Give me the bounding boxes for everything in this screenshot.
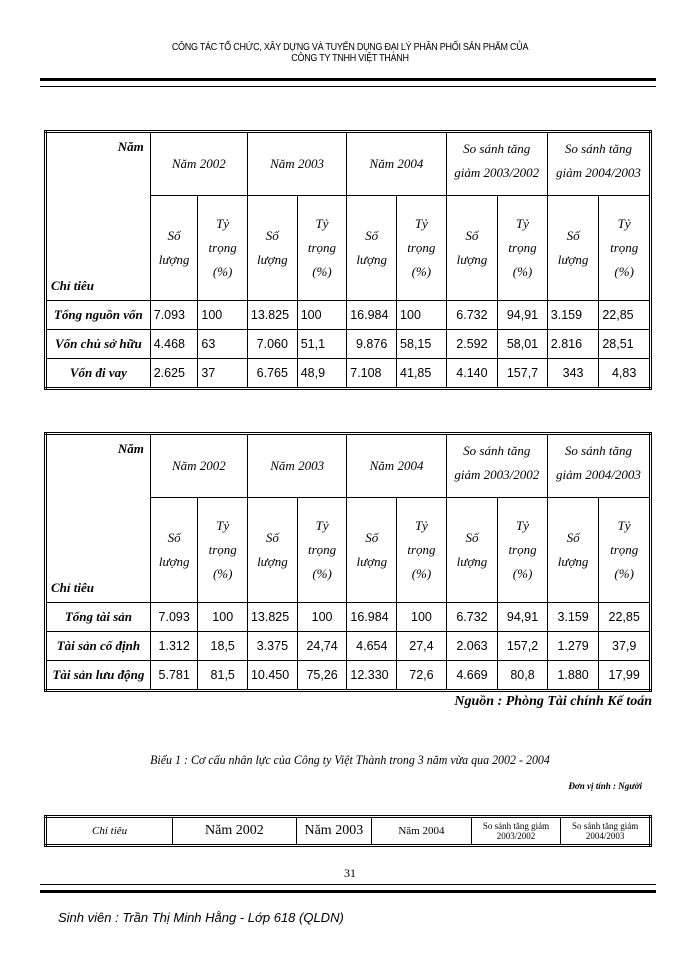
- cell: 6.732: [446, 603, 498, 632]
- cell: 4.654: [347, 632, 397, 661]
- sub-qty: Số: [365, 530, 379, 545]
- year-header: Năm 2003: [247, 132, 346, 196]
- sub-pct: trọng: [407, 542, 436, 557]
- sub-pct: Tỷ: [216, 518, 230, 533]
- cell: 81,5: [198, 661, 247, 691]
- cell: 4.468: [150, 330, 198, 359]
- sub-pct: Tỷ: [617, 216, 631, 231]
- cell: 16.984: [347, 603, 397, 632]
- cell: 13.825: [247, 603, 297, 632]
- cell: 157,7: [498, 359, 548, 389]
- compare-header: [446, 434, 547, 498]
- sub-pct: (%): [614, 264, 634, 279]
- sub-pct: trọng: [610, 542, 639, 557]
- sub-qty: Số: [566, 228, 580, 243]
- capital-table: [44, 130, 652, 390]
- year-header: Năm 2004: [347, 132, 446, 196]
- sub-qty: lượng: [456, 252, 488, 267]
- year-header: Năm 2002: [150, 132, 247, 196]
- sub-pct: Tỷ: [617, 518, 631, 533]
- cell: 9.876: [347, 330, 397, 359]
- sub-pct: (%): [212, 566, 233, 581]
- cell: 58,15: [397, 330, 447, 359]
- header-line-2: CÔNG TY TNHH VIỆT THÀNH: [291, 53, 409, 64]
- sub-pct: (%): [411, 264, 432, 279]
- sub-qty: Số: [167, 228, 181, 243]
- cell: 1.880: [547, 661, 599, 691]
- year-header: Năm 2003: [247, 434, 346, 498]
- sub-pct: (%): [212, 264, 233, 279]
- sub-qty: lượng: [456, 554, 488, 569]
- header-cell: Năm 2002: [173, 817, 296, 846]
- compare-line: So sánh tăng giảm: [572, 821, 639, 831]
- sub-qty: Số: [265, 530, 279, 545]
- cell: 4.669: [446, 661, 498, 691]
- table-row: [46, 330, 651, 359]
- cell: 94,91: [498, 301, 548, 330]
- cell: 94,91: [498, 603, 548, 632]
- header-cell: [561, 817, 651, 846]
- cell: 2.592: [446, 330, 498, 359]
- cell: 7.060: [247, 330, 297, 359]
- sub-qty: lượng: [557, 554, 589, 569]
- sub-pct: trọng: [308, 542, 337, 557]
- sub-pct: Tỷ: [315, 216, 329, 231]
- cell: 13.825: [247, 301, 297, 330]
- sub-pct: Tỷ: [315, 518, 329, 533]
- sub-qty: Số: [265, 228, 279, 243]
- row-label: Tổng tài sản: [46, 603, 151, 632]
- compare-line: giảm 2003/2002: [454, 467, 540, 482]
- cell: 24,74: [297, 632, 347, 661]
- corner-indicator-label: Chỉ tiêu: [51, 278, 94, 293]
- table-row: [46, 632, 651, 661]
- cell: 2.063: [446, 632, 498, 661]
- sub-pct: Tỷ: [516, 518, 530, 533]
- cell: 7.093: [150, 301, 198, 330]
- compare-line: giảm 2004/2003: [555, 467, 641, 482]
- row-label: Tài sản cố định: [46, 632, 151, 661]
- cell: 1.279: [547, 632, 599, 661]
- cell: 22,85: [599, 301, 651, 330]
- cell: 100: [297, 301, 347, 330]
- cell: 48,9: [297, 359, 347, 389]
- compare-header: [547, 434, 650, 498]
- sub-pct: trọng: [508, 542, 537, 557]
- table-corner: [46, 132, 151, 301]
- sub-pct: (%): [312, 264, 332, 279]
- cell: 17,99: [599, 661, 651, 691]
- cell: 41,85: [397, 359, 447, 389]
- cell: 2.625: [150, 359, 198, 389]
- sub-pct: (%): [411, 566, 432, 581]
- compare-line: So sánh tăng: [564, 443, 632, 458]
- cell: 63: [198, 330, 248, 359]
- sub-pct: trọng: [307, 240, 337, 255]
- sub-qty: Số: [465, 530, 479, 545]
- header-rule: [40, 78, 656, 87]
- header-cell: [471, 817, 561, 846]
- compare-line: 2004/2003: [585, 831, 625, 841]
- cell: 7.108: [347, 359, 397, 389]
- header-cell: Năm 2004: [372, 817, 471, 846]
- compare-line: giảm 2003/2002: [454, 165, 540, 180]
- cell: 22,85: [599, 603, 651, 632]
- cell: 5.781: [150, 661, 198, 691]
- compare-line: 2003/2002: [496, 831, 536, 841]
- cell: 28,51: [599, 330, 651, 359]
- cell: 7.093: [150, 603, 198, 632]
- cell: 51,1: [297, 330, 347, 359]
- header-line-1: CÔNG TÁC TỔ CHỨC, XÂY DỰNG VÀ TUYỂN DỤNG ĐẠI LÝ PHÂN PHỐI SẢN PHẨM CỦA: [171, 42, 529, 53]
- sub-qty: Số: [566, 530, 580, 545]
- assets-table: [44, 432, 652, 692]
- sub-pct: trọng: [208, 240, 237, 255]
- corner-year-label: Năm: [117, 441, 144, 456]
- sub-pct: Tỷ: [414, 518, 428, 533]
- cell: 3.159: [547, 301, 599, 330]
- compare-line: So sánh tăng: [463, 443, 531, 458]
- footer-rule: [40, 884, 656, 893]
- sub-qty: lượng: [356, 252, 387, 267]
- sub-qty: lượng: [158, 554, 190, 569]
- sub-pct: Tỷ: [414, 216, 428, 231]
- corner-indicator-label: Chỉ tiêu: [51, 580, 94, 595]
- year-header: Năm 2002: [150, 434, 247, 498]
- sub-pct: (%): [614, 566, 634, 581]
- cell: 157,2: [498, 632, 548, 661]
- cell: 10.450: [247, 661, 297, 691]
- page-header: [89, 42, 611, 64]
- cell: 37,9: [599, 632, 651, 661]
- cell: 27,4: [397, 632, 446, 661]
- sub-qty: Số: [167, 530, 181, 545]
- sub-pct: (%): [312, 566, 332, 581]
- cell: 75,26: [297, 661, 347, 691]
- cell: 100: [198, 301, 248, 330]
- sub-pct: trọng: [610, 240, 639, 255]
- table-row: [46, 603, 651, 632]
- cell: 18,5: [198, 632, 247, 661]
- table-row: [46, 301, 651, 330]
- cell: 37: [198, 359, 248, 389]
- row-label: Tài sản lưu động: [46, 661, 151, 691]
- sub-pct: Tỷ: [216, 216, 230, 231]
- sub-pct: (%): [512, 264, 533, 279]
- sub-pct: (%): [512, 566, 533, 581]
- cell: 100: [397, 603, 446, 632]
- cell: 3.375: [247, 632, 297, 661]
- sub-pct: trọng: [508, 240, 537, 255]
- sub-pct: trọng: [407, 240, 436, 255]
- cell: 2.816: [547, 330, 599, 359]
- corner-year-label: Năm: [117, 139, 144, 154]
- table-corner: [46, 434, 151, 603]
- compare-line: giảm 2004/2003: [555, 165, 641, 180]
- compare-header: [446, 132, 547, 196]
- sub-qty: lượng: [158, 252, 190, 267]
- compare-line: So sánh tăng: [564, 141, 632, 156]
- cell: 343: [547, 359, 599, 389]
- header-cell: Năm 2003: [296, 817, 372, 846]
- row-label: Vốn chủ sở hữu: [46, 330, 151, 359]
- cell: 72,6: [397, 661, 446, 691]
- compare-header: [547, 132, 650, 196]
- cell: 16.984: [347, 301, 397, 330]
- sub-qty: Số: [465, 228, 479, 243]
- cell: 3.159: [547, 603, 599, 632]
- header-cell: Chỉ tiêu: [46, 817, 173, 846]
- cell: 100: [198, 603, 247, 632]
- page-footer: Sinh viên : Trần Thị Minh Hằng - Lớp 618 (QLDN): [58, 910, 344, 925]
- cell: 100: [297, 603, 347, 632]
- cell: 4,83: [599, 359, 651, 389]
- sub-qty: lượng: [356, 554, 388, 569]
- compare-line: So sánh tăng giảm: [482, 821, 550, 831]
- table-row: [46, 661, 651, 691]
- compare-line: So sánh tăng: [463, 141, 531, 156]
- cell: 6.765: [247, 359, 297, 389]
- row-label: Vốn đi vay: [46, 359, 151, 389]
- chart-caption: Biểu 1 : Cơ cấu nhân lực của Công ty Việt Thành trong 3 năm vừa qua 2002 - 2004: [150, 752, 550, 767]
- cell: 4.140: [446, 359, 498, 389]
- staff-table-header: [44, 815, 652, 847]
- sub-qty: Số: [365, 228, 379, 243]
- row-label: Tổng nguồn vốn: [46, 301, 151, 330]
- unit-note: Đơn vị tính : Người: [568, 781, 642, 791]
- page-number: 31: [344, 866, 356, 880]
- source-note: Nguồn : Phòng Tài chính Kế toán: [454, 694, 652, 709]
- table-row: [46, 359, 651, 389]
- cell: 100: [397, 301, 447, 330]
- sub-qty: lượng: [257, 554, 288, 569]
- cell: 6.732: [446, 301, 498, 330]
- year-header: Năm 2004: [347, 434, 446, 498]
- cell: 1.312: [150, 632, 198, 661]
- sub-pct: Tỷ: [515, 216, 529, 231]
- sub-qty: lượng: [557, 252, 589, 267]
- sub-qty: lượng: [256, 252, 288, 267]
- cell: 80,8: [498, 661, 548, 691]
- cell: 58,01: [498, 330, 548, 359]
- cell: 12.330: [347, 661, 397, 691]
- sub-pct: trọng: [208, 542, 237, 557]
